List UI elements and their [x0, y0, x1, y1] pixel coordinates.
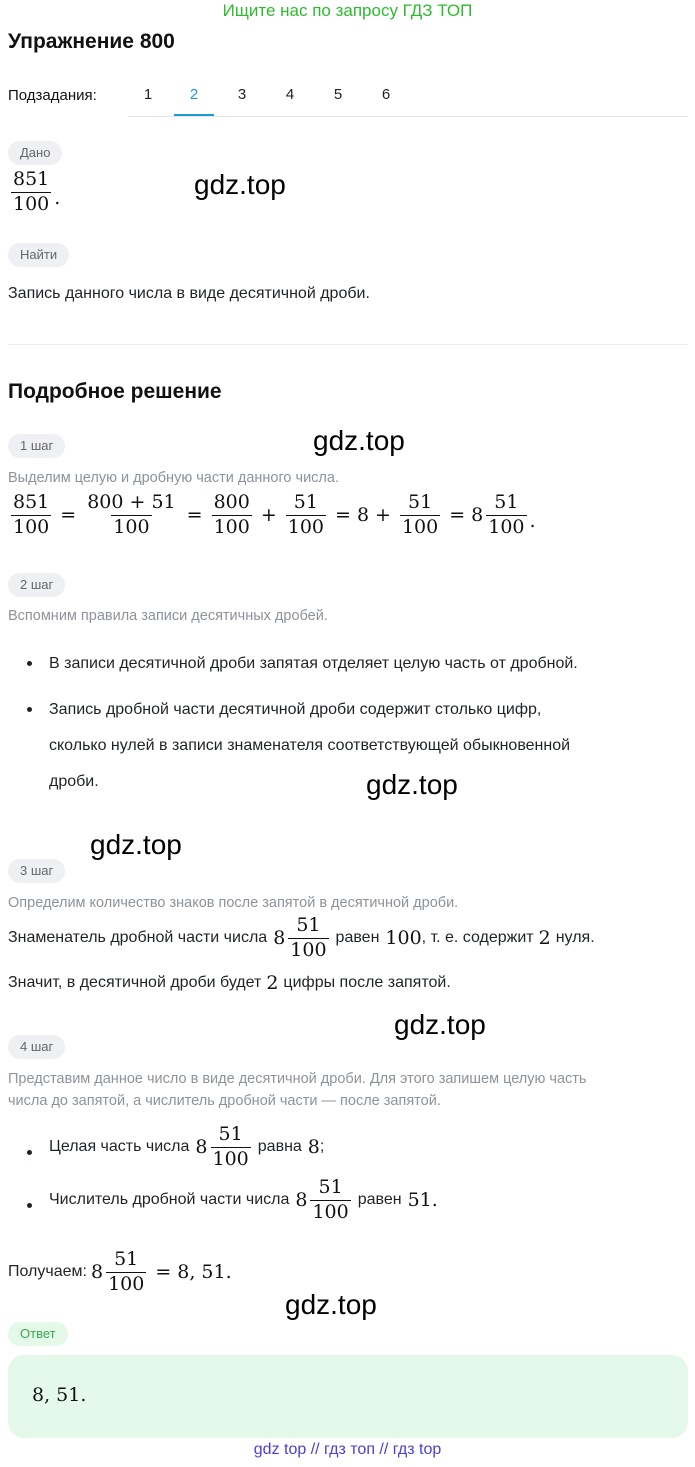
- fraction-denominator: 100: [488, 515, 525, 538]
- equals-sign: =: [186, 504, 203, 527]
- fraction-denominator: 100: [312, 1200, 349, 1223]
- step-2-description: Вспомним правила записи десятичных дробей.: [8, 608, 328, 624]
- plus-sign: +: [375, 504, 391, 527]
- mixed-whole: 8: [295, 1189, 308, 1212]
- tab-subtask-6[interactable]: 6: [381, 86, 391, 103]
- fraction-denominator: 100: [287, 515, 325, 538]
- tab-subtask-1[interactable]: 1: [143, 86, 153, 103]
- section-divider: [8, 344, 688, 345]
- result-label: Получаем:: [8, 1263, 87, 1281]
- step-2-badge: 2 шаг: [8, 573, 65, 597]
- math-value: 8: [307, 1136, 320, 1159]
- watermark: gdz.top: [90, 829, 182, 860]
- fraction-denominator: 100: [13, 515, 50, 538]
- tab-subtask-3[interactable]: 3: [237, 86, 247, 103]
- whole-part: 8: [356, 504, 370, 527]
- step-4-text: Целая часть числа: [49, 1138, 190, 1156]
- step-4-text: ;: [319, 1138, 325, 1156]
- result-line: [8, 1250, 232, 1295]
- fraction-denominator: 100: [290, 938, 327, 961]
- subtasks-label: Подзадания:: [8, 87, 97, 104]
- step-1-equation: [8, 493, 536, 538]
- mixed-whole: 8: [195, 1136, 208, 1159]
- result-value: 8, 51.: [177, 1261, 232, 1284]
- mixed-whole: 8: [471, 504, 484, 527]
- top-banner[interactable]: Ищите нас по запросу ГДЗ ТОП: [222, 1, 473, 20]
- find-text: Запись данного числа в виде десятичной дроби.: [8, 285, 370, 302]
- step-3-line-1: [8, 916, 595, 961]
- fraction-denominator: 100: [213, 515, 250, 538]
- step-3-text: равен: [335, 929, 380, 947]
- watermark: gdz.top: [394, 1009, 486, 1040]
- fraction-denominator: 100: [401, 515, 439, 538]
- math-value: 2: [538, 927, 551, 950]
- bullet-dot: [27, 661, 32, 666]
- given-period: .: [54, 186, 61, 209]
- plus-sign: +: [260, 504, 277, 527]
- step-4-badge: 4 шаг: [8, 1035, 65, 1059]
- step-4-text: равна: [257, 1138, 302, 1156]
- answer-value: 8, 51.: [32, 1384, 87, 1406]
- step-1-description: Выделим целую и дробную части данного числа.: [8, 470, 339, 486]
- fraction-denominator: 100: [108, 1272, 145, 1295]
- given-denominator: 100: [13, 192, 50, 215]
- mixed-whole: 8: [90, 1261, 104, 1284]
- tab-subtask-4[interactable]: 4: [285, 86, 295, 103]
- step-4-text: равен: [357, 1191, 402, 1209]
- equals-sign: =: [449, 504, 466, 527]
- step-4-bullet-1: [49, 1125, 324, 1170]
- fraction-numerator: 851: [13, 491, 50, 513]
- fraction-numerator: 51: [318, 1176, 343, 1198]
- fraction-numerator: 800: [213, 491, 250, 513]
- math-value: 51.: [407, 1189, 438, 1212]
- watermark: gdz.top: [313, 425, 405, 456]
- answer-box: [8, 1355, 688, 1438]
- solution-title: Подробное решение: [8, 380, 222, 403]
- active-tab-indicator: [174, 114, 214, 116]
- step-3-text: Знаменатель дробной части числа: [8, 929, 268, 947]
- step-3-badge: 3 шаг: [8, 859, 65, 883]
- answer-badge: Ответ: [8, 1322, 68, 1346]
- given-fraction: [8, 170, 60, 215]
- step-3-text: Значит, в десятичной дроби будет: [8, 974, 262, 991]
- step-2-bullet-2-line-2: сколько нулей в записи знаменателя соответствующей обыкновенной: [49, 737, 571, 754]
- equals-sign: =: [60, 504, 77, 527]
- step-3-text: , т. е. содержит: [421, 929, 534, 947]
- step-3-description: Определим количество знаков после запятой в десятичной дроби.: [8, 895, 459, 911]
- bullet-dot: [27, 1150, 32, 1155]
- step-3-line-2: [8, 972, 451, 994]
- bullet-dot: [27, 1203, 32, 1208]
- fraction-numerator: 51: [494, 491, 519, 513]
- step-1-badge: 1 шаг: [8, 434, 65, 458]
- step-3-text: нуля.: [555, 929, 595, 947]
- fraction-numerator: 51: [296, 914, 321, 936]
- step-3-text: цифры после запятой.: [283, 974, 451, 991]
- step-2-bullet-1: В записи десятичной дроби запятая отделяет целую часть от дробной.: [49, 655, 578, 672]
- mixed-whole: 8: [273, 927, 286, 950]
- fraction-numerator: 51: [218, 1123, 243, 1145]
- fraction-numerator: 51: [407, 491, 433, 513]
- page-title: Упражнение 800: [8, 30, 175, 53]
- given-badge: Дано: [8, 141, 62, 165]
- math-value: 2: [266, 972, 279, 994]
- subtask-tabs: [128, 76, 688, 117]
- given-numerator: 851: [13, 168, 50, 190]
- step-4-description-line-2: числа до запятой, а числитель дробной части — после запятой.: [8, 1093, 441, 1109]
- tab-subtask-2[interactable]: 2: [189, 86, 199, 103]
- bullet-dot: [27, 707, 32, 712]
- fraction-denominator: 100: [113, 515, 150, 538]
- step-2-bullet-2-line-1: Запись дробной части десятичной дроби содержит столько цифр,: [49, 701, 542, 718]
- watermark: gdz.top: [285, 1289, 377, 1320]
- step-2-bullet-2-line-3: дроби.: [49, 773, 99, 790]
- footer-links[interactable]: gdz top // гдз топ // гдз top: [253, 1441, 442, 1458]
- watermark: gdz.top: [366, 769, 458, 800]
- find-badge: Найти: [8, 243, 69, 267]
- math-value: 100: [385, 927, 422, 950]
- equals-sign: =: [335, 504, 351, 527]
- step-4-description-line-1: Представим данное число в виде десятичной дроби. Для этого запишем целую часть: [8, 1071, 587, 1087]
- equation-period: .: [529, 509, 536, 532]
- fraction-numerator: 51: [293, 491, 318, 513]
- equals-sign: =: [155, 1261, 172, 1284]
- step-4-bullet-2: [49, 1178, 438, 1223]
- step-4-text: Числитель дробной части числа: [49, 1191, 290, 1209]
- fraction-numerator: 800 + 51: [87, 491, 176, 513]
- fraction-numerator: 51: [114, 1248, 139, 1270]
- tab-subtask-5[interactable]: 5: [333, 86, 343, 103]
- watermark: gdz.top: [194, 169, 286, 200]
- fraction-denominator: 100: [212, 1147, 249, 1170]
